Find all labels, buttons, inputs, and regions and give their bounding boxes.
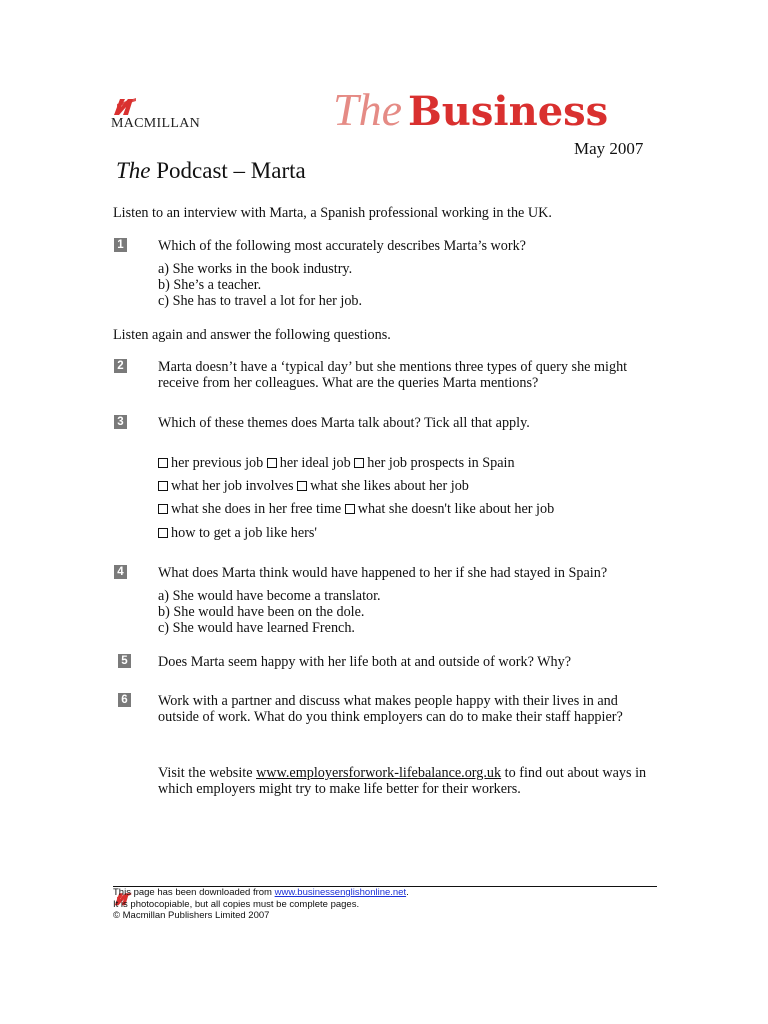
question-5-text: Does Marta seem happy with her life both at and outside of work? Why? [158, 654, 572, 670]
employers-website-link[interactable]: www.employersforwork-lifebalance.org.uk [256, 765, 502, 781]
checkbox[interactable] [297, 481, 307, 491]
question-6-text: Work with a partner and discuss what makes people happy with their lives in and outside of work. What do you think employers can do to make their staff happier? [158, 693, 623, 725]
title-the: The [116, 158, 151, 183]
theme-option: her previous job [171, 455, 264, 471]
question-2-text: Marta doesn’t have a ‘typical day’ but she mentions three types of query she might receive from her colleagues. What are the queries Marta mentions? [158, 359, 628, 391]
question-4-text: What does Marta think would have happened to her if she had stayed in Spain? [158, 565, 608, 581]
theme-option: how to get a job like hers' [171, 525, 317, 541]
publisher-logo-text: MACMILLAN [111, 116, 201, 131]
checkbox[interactable] [354, 458, 364, 468]
option-b: b) She would have been on the dole. [158, 604, 365, 620]
question-number-1: 1 [114, 238, 127, 252]
footer-line-2: It is photocopiable, but all copies must be complete pages. [113, 899, 360, 910]
question-number-3: 3 [114, 415, 127, 429]
option-a: a) She would have become a translator. [158, 588, 381, 604]
theme-option: what her job involves [171, 478, 294, 494]
checkbox[interactable] [158, 481, 168, 491]
question-number-4: 4 [114, 565, 127, 579]
option-b: b) She’s a teacher. [158, 277, 262, 293]
checkbox[interactable] [267, 458, 277, 468]
theme-row-3 [158, 501, 554, 517]
issue-date: May 2007 [574, 139, 644, 158]
theme-option: what she does in her free time [171, 501, 342, 517]
page-title [116, 158, 306, 184]
footer-line-1 [113, 887, 409, 898]
footer-text: . [406, 887, 409, 898]
question-4-options [158, 588, 381, 636]
intro-text: Listen to an interview with Marta, a Spanish professional working in the UK. [113, 205, 552, 221]
macmillan-logo-icon [112, 96, 138, 116]
question-1-text: Which of the following most accurately describes Marta’s work? [158, 238, 526, 254]
option-c: c) She has to travel a lot for her job. [158, 293, 363, 309]
brand-the: The [333, 84, 402, 135]
businessenglishonline-link[interactable]: www.businessenglishonline.net [274, 887, 407, 898]
theme-option: what she likes about her job [310, 478, 469, 494]
question-number-5: 5 [118, 654, 131, 668]
theme-row-1 [158, 455, 515, 471]
visit-after: to find out about ways in which employers might try to make life better for their workers. [158, 765, 647, 797]
listen-again-text: Listen again and answer the following questions. [113, 327, 391, 343]
checkbox[interactable] [345, 504, 355, 514]
option-a: a) She works in the book industry. [158, 261, 353, 277]
footer-copyright: © Macmillan Publishers Limited 2007 [113, 910, 270, 921]
question-number-6: 6 [118, 693, 131, 707]
checkbox[interactable] [158, 504, 168, 514]
theme-row-4 [158, 525, 317, 541]
brand-wordmark [333, 84, 608, 138]
question-number-2: 2 [114, 359, 127, 373]
checkbox[interactable] [158, 528, 168, 538]
option-c: c) She would have learned French. [158, 620, 355, 636]
question-3-text: Which of these themes does Marta talk about? Tick all that apply. [158, 415, 530, 431]
question-1-options [158, 261, 362, 309]
visit-website-text [158, 765, 658, 797]
visit-before: Visit the website [158, 765, 257, 781]
checkbox[interactable] [158, 458, 168, 468]
brand-business: Business [408, 88, 609, 135]
theme-option: her job prospects in Spain [367, 455, 515, 471]
title-rest: Podcast – Marta [150, 158, 306, 183]
footer-text: This page has been downloaded from [113, 887, 275, 898]
theme-option: what she doesn't like about her job [357, 501, 555, 517]
theme-row-2 [158, 478, 469, 494]
theme-option: her ideal job [279, 455, 351, 471]
